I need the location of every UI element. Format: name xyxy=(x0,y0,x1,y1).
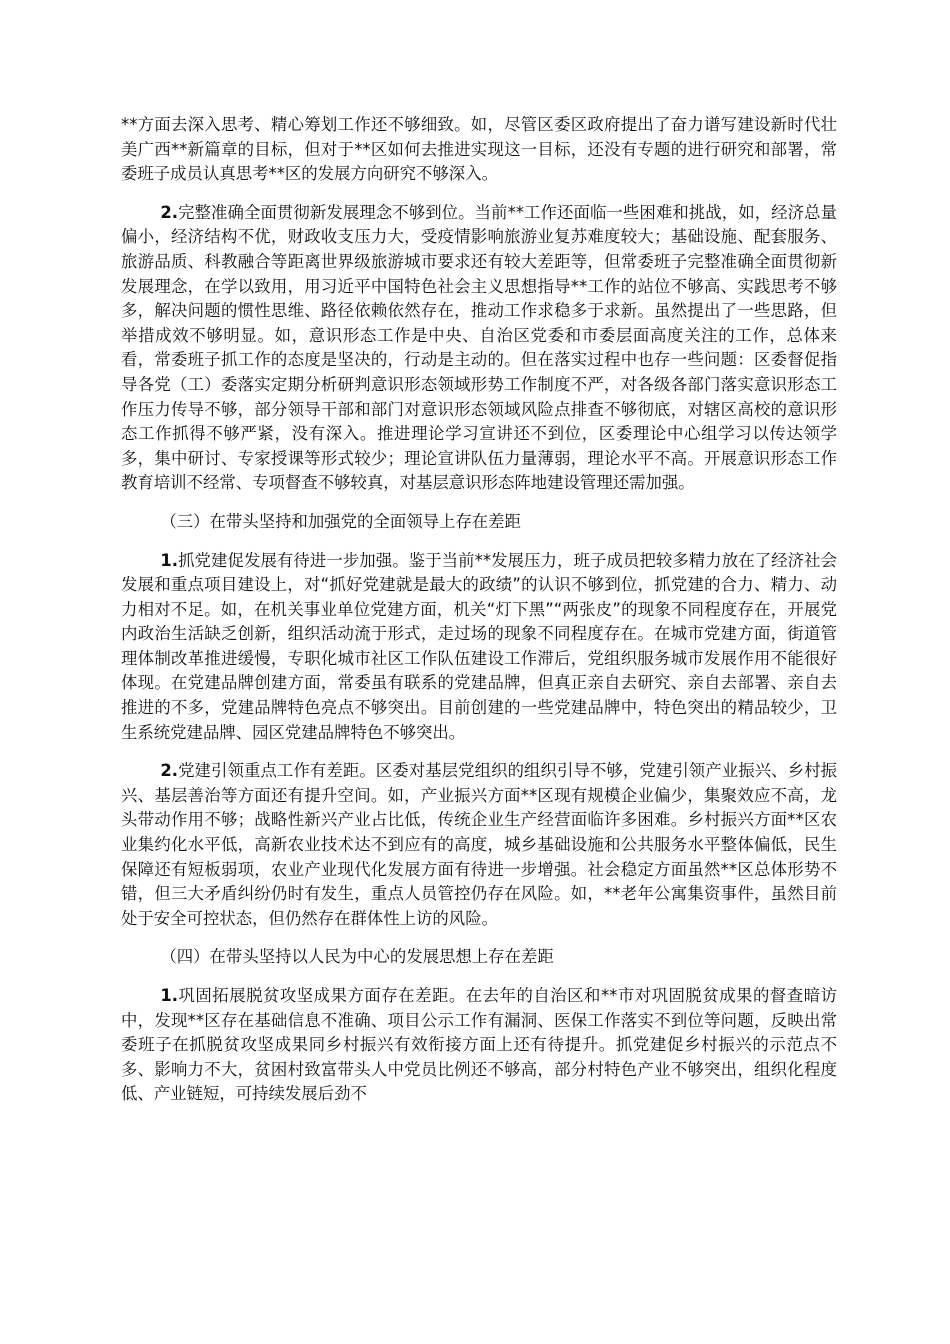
item-number: 2. xyxy=(160,761,178,781)
section-heading-3 xyxy=(121,510,837,535)
item-number: 1. xyxy=(160,550,178,570)
heading-text: （三）在带头坚持和加强党的全面领导上存在差距 xyxy=(160,511,521,531)
item-number: 1. xyxy=(160,986,178,1005)
document-page xyxy=(121,113,837,1121)
paragraph-item-1-party-building xyxy=(121,549,837,746)
paragraph-continuation xyxy=(121,113,837,187)
section-heading-4 xyxy=(121,945,837,970)
paragraph-item-2-key-work xyxy=(121,759,837,931)
paragraph-item-2-new-development-concept xyxy=(121,201,837,496)
item-number: 2. xyxy=(160,202,178,222)
paragraph-text: **方面去深入思考、精心筹划工作还不够细致。如，尽管区委区政府提出了奋力谱写建设新时代壮美广西**新篇章的目标，但对于**区如何去推进实现这一目标，还没有专题的进行研究和部署，常委班子成员认真思考**区的发展方向研究不够深入。 xyxy=(121,115,837,184)
paragraph-text: 完整准确全面贯彻新发展理念不够到位。当前**工作还面临一些困难和挑战，如，经济总量偏小，经济结构不优，财政收支压力大，受疫情影响旅游业复苏难度较大；基础设施、配套服务、旅游品质、科教融合等距离世界级旅游城市要求还有较大差距等，但常委班子完整准确全面贯彻新发展理念，在学以致用，用习近平中国特色社会主义思想指导**工作的站位不够高、实践思考不够多，解决问题的惯性思维、路径依赖依然存在，推动工作求稳多于求新。虽然提出了一些思路，但举措成效不够明显。如，意识形态工作是中央、自治区党委和市委层面高度关注的工作，总体来看，常委班子抓工作的态度是坚决的，行动是主动的。但在落实过程中也存一些问题：区委督促指导各党（工）委落实定期分析研判意识形态领域形势工作制度不严，对各级各部门落实意识形态工作压力传导不够，部分领导干部和部门对意识形态领域风险点排查不够彻底，对辖区高校的意识形态工作抓得不够严紧，没有深入。推进理论学习宣讲还不到位，区委理论中心组学习以传达领学多，集中研讨、专家授课等形式较少；理论宣讲队伍力量薄弱，理论水平不高。开展意识形态工作教育培训不经常、专项督查不够较真，对基层意识形态阵地建设管理还需加强。 xyxy=(121,202,837,493)
paragraph-text: 党建引领重点工作有差距。区委对基层党组织的组织引导不够，党建引领产业振兴、乡村振兴、基层善治等方面还有提升空间。如，产业振兴方面**区现有规模企业偏少，集聚效应不高，龙头带动作用不够；战略性新兴产业占比低，传统企业生产经营面临许多困难。乡村振兴方面**区农业集约化水平低，高新农业技术达不到应有的高度，城乡基础设施和公共服务水平整体偏低，民生保障还有短板弱项，农业产业现代化发展方面有待进一步增强。社会稳定方面虽然**区总体形势不错，但三大矛盾纠纷仍时有发生，重点人员管控仍存在风险。如，**老年公寓集资事件，虽然目前处于安全可控状态，但仍然存在群体性上访的风险。 xyxy=(121,761,837,928)
paragraph-item-1-poverty-alleviation xyxy=(121,984,837,1107)
paragraph-text: 巩固拓展脱贫攻坚成果方面存在差距。在去年的自治区和**市对巩固脱贫成果的督查暗访中，发现**区存在基础信息不准确、项目公示工作有漏洞、医保工作落实不到位等问题，反映出常委班子在抓脱贫攻坚成果同乡村振兴有效衔接方面上还有待提升。抓党建促乡村振兴的示范点不多、影响力不大，贫困村致富带头人中党员比例还不够高，部分村特色产业不够突出，组织化程度低、产业链短，可持续发展后劲不 xyxy=(121,986,837,1104)
paragraph-text: 抓党建促发展有待进一步加强。鉴于当前**发展压力，班子成员把较多精力放在了经济社会发展和重点项目建设上，对“抓好党建就是最大的政绩”的认识不够到位，抓党建的合力、精力、动力相对不足。如，在机关事业单位党建方面，机关“灯下黑”“两张皮”的现象不同程度存在，开展党内政治生活缺乏创新，组织活动流于形式，走过场的现象不同程度存在。在城市党建方面，街道管理体制改革推进缓慢，专职化城市社区工作队伍建设工作滞后，党组织服务城市发展作用不能很好体现。在党建品牌创建方面，常委虽有联系的党建品牌，但真正亲自去研究、亲自去部署、亲自去推进的不多，党建品牌特色亮点不够突出。目前创建的一些党建品牌中，特色突出的精品较少，卫生系统党建品牌、园区党建品牌特色不够突出。 xyxy=(121,550,837,742)
heading-text: （四）在带头坚持以人民为中心的发展思想上存在差距 xyxy=(160,947,554,967)
